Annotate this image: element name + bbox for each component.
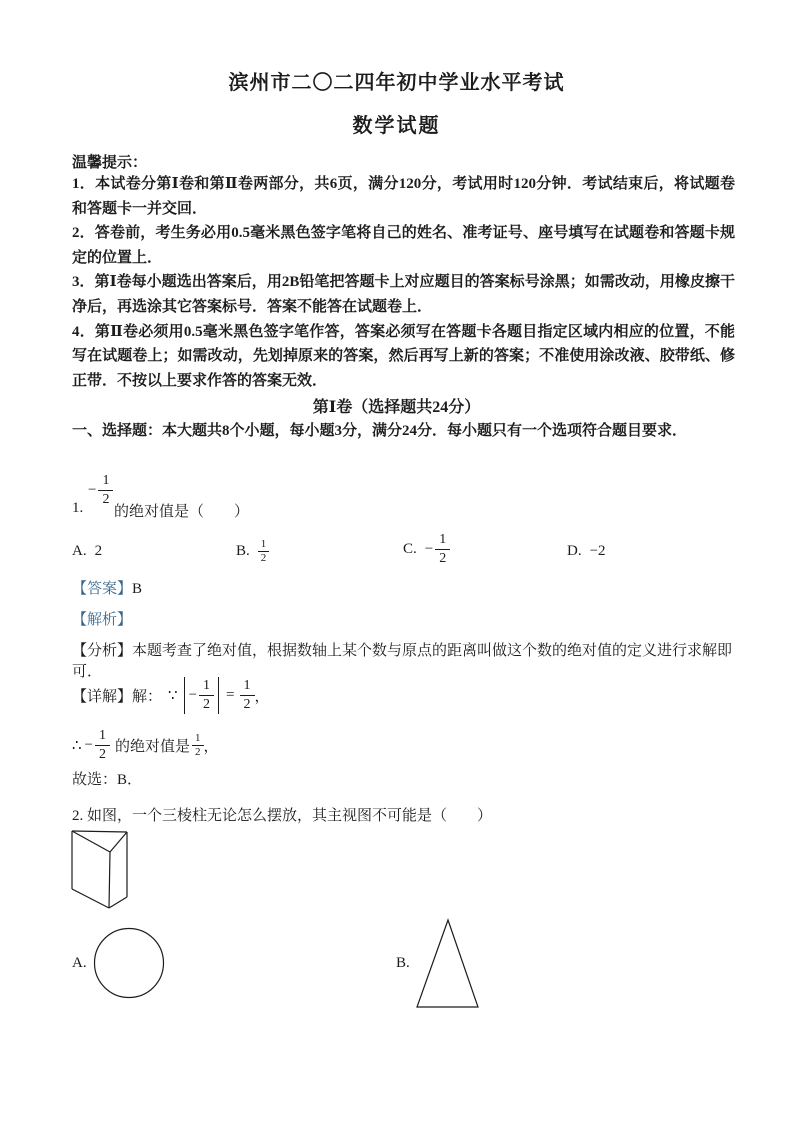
option-b-fraction: $\frac{1}{2}$ — [258, 539, 270, 564]
option-b-label: B. — [236, 543, 250, 559]
section1-directions: 一、选择题：本大题共8个小题，每小题3分，满分24分．每小题只有一个选项符合题目要求． — [72, 423, 688, 439]
q1-option-d — [567, 543, 606, 560]
q1-option-c — [403, 533, 450, 566]
detail-rhs-fraction: $\frac{1}{2}$ — [240, 679, 255, 712]
q2-option-b-label: B. — [396, 955, 410, 971]
detail-abs-fraction: − $\frac{1}{2}$ — [189, 679, 214, 712]
q1-option-b — [236, 539, 269, 564]
analysis-tag: 【分析】 — [72, 643, 133, 659]
therefore-comma: ， — [203, 738, 219, 755]
detail-tag: 【详解】 — [72, 688, 133, 705]
therefore-rhs-fraction: $\frac{1}{2}$ — [192, 733, 204, 758]
equals-sign: = — [226, 686, 235, 703]
notice-item-2: 2．答卷前，考生务必用0.5毫米黑色签字笔将自己的姓名、准考证号、座号填写在试题卷和答题卡规定的位置上． — [72, 225, 735, 266]
therefore-symbol: ∴ — [72, 737, 82, 754]
option-d-value: −2 — [589, 543, 606, 559]
because-symbol: ∵ — [168, 687, 178, 704]
answer-value: B — [132, 581, 143, 597]
section1-header: 第Ⅰ卷（选择题共24分） — [312, 399, 481, 416]
option-c-fraction: − $\frac{1}{2}$ — [425, 533, 450, 566]
therefore-text: 的绝对值是 — [115, 738, 191, 755]
option-a-value: 2 — [94, 543, 103, 559]
absolute-value-expression — [184, 677, 219, 714]
explain-tag: 【解析】 — [72, 612, 133, 628]
page-title: 滨州市二〇二四年初中学业水平考试 — [228, 72, 565, 94]
option-c-label: C. — [403, 541, 417, 557]
page-subtitle: 数学试题 — [352, 115, 441, 137]
q2-text: 2. 如图，一个三棱柱无论怎么摆放，其主视图不可能是（ ） — [72, 808, 493, 824]
q2-option-a-label: A. — [72, 955, 87, 971]
notice-item-1: 1．本试卷分第Ⅰ卷和第Ⅱ卷两部分，共6页，满分120分，考试用时120分钟．考试结束后，将试题卷和答题卡一并交回． — [72, 176, 735, 217]
q1-detail-line — [72, 672, 270, 718]
q1-option-a — [72, 543, 102, 560]
option-a-label: A. — [72, 543, 87, 559]
triangular-prism-figure — [66, 827, 132, 913]
notice-item-4: 4．第Ⅱ卷必须用0.5毫米黑色签字笔作答，答案必须写在答题卡各题目指定区域内相应的位置，不能写在试题卷上；如需改动，先划掉原来的答案，然后再写上新的答案；不准使用涂改液、胶带纸、修正带．不按以上要求作答的答案无效． — [72, 323, 735, 389]
triangle-option-figure — [412, 916, 484, 1012]
therefore-fraction: − $\frac{1}{2}$ — [85, 729, 110, 762]
q1-therefore-line — [72, 722, 219, 768]
detail-prefix: 解： — [132, 688, 163, 705]
q1-number: 1. — [72, 500, 84, 516]
q1-text: 的绝对值是（ ） — [114, 504, 250, 520]
detail-comma: ， — [254, 688, 270, 705]
q1-answer-line — [72, 577, 142, 598]
circle-option-figure — [92, 926, 166, 1000]
option-d-label: D. — [567, 543, 582, 559]
notice-heading: 温馨提示： — [72, 155, 148, 171]
q1-conclusion: 故选：B． — [72, 772, 143, 788]
notice-item-3: 3．第Ⅰ卷每小题选出答案后，用2B铅笔把答题卡上对应题目的答案标号涂黑；如需改动，用橡皮擦干净后，再选涂其它答案标号．答案不能答在试题卷上． — [72, 274, 735, 315]
q1-fraction: − $\frac{1}{2}$ — [88, 474, 113, 507]
notice-list — [72, 172, 735, 393]
analysis-text: 本题考查了绝对值，根据数轴上某个数与原点的距离叫做这个数的绝对值的定义进行求解即可． — [72, 643, 733, 680]
answer-tag: 【答案】 — [72, 581, 133, 597]
